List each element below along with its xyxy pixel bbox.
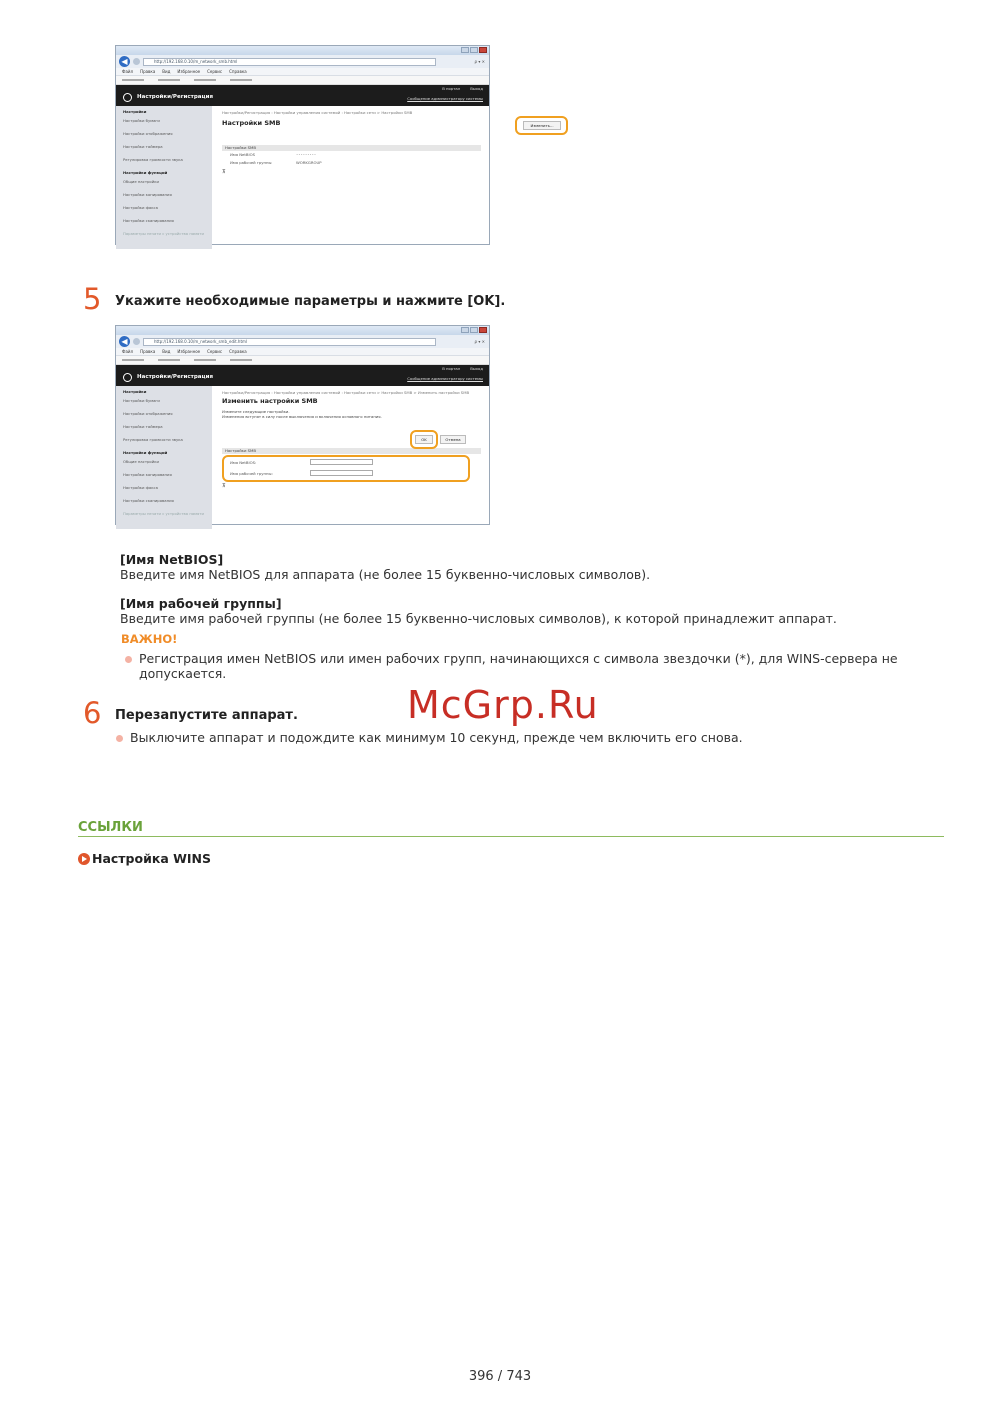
sidebar-item-display[interactable]: Настройки отображения [123,131,173,136]
menu-edit[interactable]: Правка [140,69,156,74]
device-info-bar [116,76,489,85]
menu-tools[interactable]: Сервис [207,349,223,354]
sidebar-item-copy[interactable]: Настройки копирования [123,472,172,477]
sidebar [116,106,212,249]
window-controls[interactable] [461,327,487,333]
menu-favorites[interactable]: Избранное [177,349,201,354]
info-row [222,151,481,159]
logout-link[interactable]: Выход [470,86,483,91]
workgroup-label: Имя рабочей группы: [230,471,273,476]
step6-instruction: Выключите аппарат и подождите как минимум 10 секунд, прежде чем включить его снова. [130,730,743,745]
screenshot-edit-smb-settings [115,325,490,525]
window-controls[interactable] [461,47,487,53]
settings-logo-icon [123,373,132,382]
menu-view[interactable]: Вид [162,69,171,74]
device-info-bar [116,356,489,365]
content-area [212,106,554,249]
info-row [222,159,481,167]
portal-link[interactable]: В портал [442,86,461,91]
sidebar-item-general[interactable]: Общие настройки [123,179,159,184]
browser-menu [116,68,489,76]
step-number: 5 [83,282,102,316]
menu-help[interactable]: Справка [229,349,247,354]
fields-highlight-ring [222,455,470,482]
menu-file[interactable]: Файл [122,349,134,354]
back-arrow-icon[interactable]: ◀ [119,56,130,67]
menu-help[interactable]: Справка [229,69,247,74]
sidebar-section: Настройки [123,389,147,394]
address-bar [116,335,489,348]
header-links [442,366,483,371]
sidebar-item-timer[interactable]: Настройки таймера [123,424,163,429]
important-text-line2: допускается. [139,666,227,681]
sidebar-section: Настройки [123,109,147,114]
wins-link-label[interactable]: Настройка WINS [92,851,212,866]
workgroup-term: [Имя рабочей группы] [120,596,282,611]
sidebar-item-volume[interactable]: Регулировка громкости звука [123,437,183,442]
section-header: Настройки SMB [222,145,481,151]
logout-link[interactable]: Выход [470,366,483,371]
step-title: Перезапустите аппарат. [115,708,298,723]
app-title: Настройки/Регистрация [137,374,213,380]
arrow-right-icon [78,853,90,865]
netbios-label: Имя NetBIOS: [230,460,257,465]
edit-note: Измените следующие настройки. [222,409,290,414]
scroll-top-icon[interactable]: ⊼ [222,483,226,489]
bullet-icon [125,656,132,663]
step-title: Укажите необходимые параметры и нажмите [OK]. [115,294,506,309]
sidebar-item-scan[interactable]: Настройки сканирования [123,498,174,503]
page-number: 396 / 743 [468,1369,532,1384]
url-field[interactable]: http://192.168.0.10/m_network_smb.html [143,58,436,66]
sidebar-item-fax[interactable]: Настройки факса [123,205,158,210]
sidebar-item-memory-print[interactable]: Параметры печати с устройства памяти [123,511,204,516]
address-tools[interactable]: ρ ▾ ✕ [474,339,485,344]
workgroup-description: Введите имя рабочей группы (не более 15 буквенно-числовых символов), к которой принадлежит аппарат. [120,611,837,626]
sidebar-item-general[interactable]: Общие настройки [123,459,159,464]
address-bar [116,55,489,68]
window-titlebar [116,326,489,335]
app-header [116,365,489,386]
row-value: WORKGROUP [296,160,322,165]
page-title: Настройки SMB [222,119,281,127]
app-header [116,85,489,106]
sidebar-item-paper[interactable]: Настройки бумаги [123,118,160,123]
watermark: McGrp.Ru [407,683,599,727]
links-heading: ССЫЛКИ [78,820,143,835]
url-field[interactable]: http://192.168.0.10/m_network_smb_edit.html [143,338,436,346]
app-body [116,106,554,249]
important-label: ВАЖНО! [121,632,178,646]
row-value: ••••••••• [296,152,317,157]
browser-menu [116,348,489,356]
menu-file[interactable]: Файл [122,69,134,74]
sidebar-item-timer[interactable]: Настройки таймера [123,144,163,149]
sidebar-item-fax[interactable]: Настройки факса [123,485,158,490]
scroll-top-icon[interactable]: ⊼ [222,169,226,175]
back-arrow-icon[interactable]: ◀ [119,336,130,347]
forward-icon[interactable] [133,338,140,345]
portal-link[interactable]: В портал [442,366,461,371]
section-header: Настройки SMB [222,448,481,454]
window-titlebar [116,46,489,55]
sidebar [116,386,212,529]
netbios-description: Введите имя NetBIOS для аппарата (не более 15 буквенно-числовых символов). [120,567,651,582]
sidebar-item-display[interactable]: Настройки отображения [123,411,173,416]
settings-logo-icon [123,93,132,102]
ok-button[interactable]: OK [415,435,433,444]
forward-icon[interactable] [133,58,140,65]
cancel-button[interactable]: Отмена [440,435,466,444]
breadcrumb[interactable]: Настройки/Регистрация : Настройки управления системой : Настройки сети > Настройки SMB > Изменить настройки SMB [222,390,470,395]
restart-note: Изменения вступят в силу после выключения и включения основного питания. [222,414,382,419]
bullet-icon [116,735,123,742]
sidebar-item-volume[interactable]: Регулировка громкости звука [123,157,183,162]
wins-link[interactable] [78,851,211,866]
sidebar-item-copy[interactable]: Настройки копирования [123,192,172,197]
row-label: Имя рабочей группы [230,160,272,165]
edit-button[interactable]: Изменить... [523,121,561,130]
admin-message-link[interactable]: Сообщение администратору системы [407,376,483,381]
sidebar-section: Настройки функций [123,170,168,175]
links-divider [78,836,944,837]
menu-view[interactable]: Вид [162,349,171,354]
screenshot-smb-settings [115,45,554,245]
breadcrumb[interactable]: Настройки/Регистрация : Настройки управления системой : Настройки сети > Настройки SMB [222,110,413,115]
step-number: 6 [83,696,102,730]
menu-edit[interactable]: Правка [140,349,156,354]
menu-favorites[interactable]: Избранное [177,69,201,74]
sidebar-item-memory-print[interactable]: Параметры печати с устройства памяти [123,231,204,236]
sidebar-item-paper[interactable]: Настройки бумаги [123,398,160,403]
highlight-ring [515,116,568,135]
netbios-term: [Имя NetBIOS] [120,552,224,567]
important-text-line1: Регистрация имен NetBIOS или имен рабочих групп, начинающихся с символа звездочки (*), для WINS-сервера не [139,651,898,666]
app-body [116,386,489,529]
header-links [442,86,483,91]
menu-tools[interactable]: Сервис [207,69,223,74]
row-label: Имя NetBIOS [230,152,255,157]
content-area [212,386,489,529]
sidebar-section: Настройки функций [123,450,168,455]
app-title: Настройки/Регистрация [137,94,213,100]
highlight-ring [410,430,438,449]
page-title: Изменить настройки SMB [222,397,318,405]
sidebar-item-scan[interactable]: Настройки сканирования [123,218,174,223]
admin-message-link[interactable]: Сообщение администратору системы [407,96,483,101]
address-tools[interactable]: ρ ▾ ✕ [474,59,485,64]
